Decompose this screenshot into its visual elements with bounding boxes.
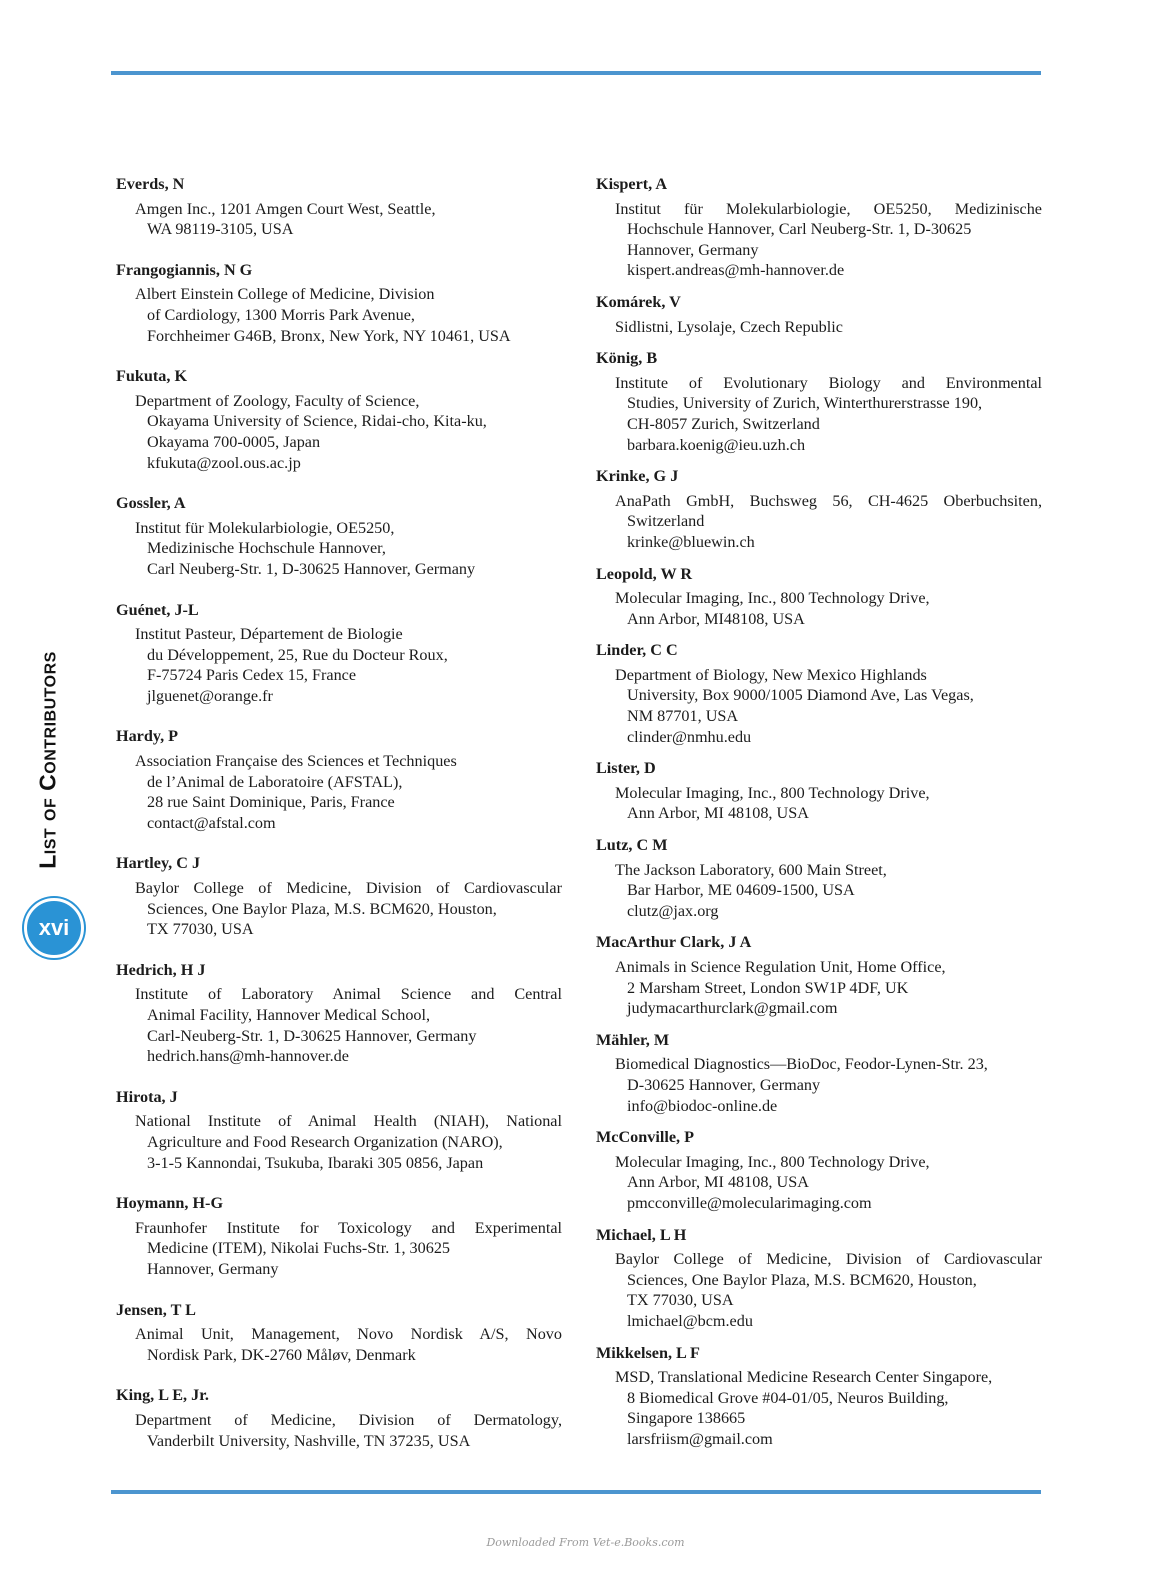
affiliation-line: Baylor College of Medicine, Division of Cardiovascular [615,1250,1042,1269]
affiliation-line: Molecular Imaging, Inc., 800 Technology Drive, [615,1152,930,1171]
contributor-affiliation [135,391,562,473]
contributor-affiliation [615,1054,1042,1116]
contributor-email: lmichael@bcm.edu [627,1311,753,1330]
affiliation-line: of Cardiology, 1300 Morris Park Avenue, [147,305,415,324]
contributor-name: Hoymann, H-G [116,1194,224,1213]
affiliation-line: Sidlistni, Lysolaje, Czech Republic [615,317,843,336]
contributor-entry [596,758,1042,824]
affiliation-line: Animal Facility, Hannover Medical School, [147,1006,431,1024]
page-number: xvi [38,915,70,940]
affiliation-line: Ann Arbor, MI48108, USA [627,609,805,628]
affiliation-line: Institut Pasteur, Département de Biologie [135,625,403,644]
affiliation-line: AnaPath GmbH, Buchsweg 56, CH-4625 Oberbuchsiten, [615,491,1042,510]
page-number-badge [24,898,84,958]
contributor-affiliation [615,783,1042,824]
contributor-name: King, L E, Jr. [116,1386,209,1405]
contributor-entry [116,260,562,346]
affiliation-line: Department of Medicine, Division of Dermatology, [135,1410,562,1429]
bottom-rule [111,1490,1041,1494]
contributor-affiliation [615,1152,1042,1214]
affiliation-line: Ann Arbor, MI 48108, USA [627,1173,809,1192]
contributor-affiliation [135,878,562,940]
contributor-name: Kispert, A [596,175,668,193]
affiliation-line: The Jackson Laboratory, 600 Main Street, [615,860,887,879]
affiliation-line: Sciences, One Baylor Plaza, M.S. BCM620, Houston, [627,1270,977,1289]
footer-watermark: Downloaded From Vet-e.Books.com [486,1536,685,1549]
affiliation-line: Fraunhofer Institute for Toxicology and Experimental [135,1218,562,1237]
contributor-entry [596,348,1042,455]
contributor-name: Fukuta, K [116,367,188,386]
contributor-email: judymacarthurclark@gmail.com [627,999,838,1018]
contributor-entry [116,366,562,473]
contributor-email: info@biodoc-online.de [627,1096,778,1115]
affiliation-line: Okayama University of Science, Ridai-cho, Kita-ku, [147,412,487,431]
contributor-affiliation [135,751,562,833]
affiliation-line: du Développement, 25, Rue du Docteur Roux, [147,645,448,664]
contributor-entry [116,1087,562,1173]
contributor-name: Linder, C C [596,641,678,660]
affiliation-line: University, Box 9000/1005 Diamond Ave, Las Vegas, [627,686,974,705]
contributor-email: pmcconville@molecularimaging.com [627,1193,872,1212]
contributor-name: Hirota, J [116,1087,178,1106]
affiliation-line: Medizinische Hochschule Hannover, [147,539,386,558]
contributor-entry [596,1030,1042,1116]
contributors-left-column [116,174,562,1471]
contributor-affiliation [615,1249,1042,1331]
affiliation-line: 28 rue Saint Dominique, Paris, France [147,793,395,812]
contributor-name: König, B [596,349,658,368]
contributor-name: MacArthur Clark, J A [596,933,752,952]
affiliation-line: WA 98119-3105, USA [147,220,294,239]
contributor-entry [116,960,562,1067]
contributor-entry [116,1300,562,1366]
affiliation-line: 3-1-5 Kannondai, Tsukuba, Ibaraki 305 0856, Japan [147,1153,484,1172]
contributor-entry [596,1343,1042,1450]
contributor-affiliation [135,984,562,1066]
contributor-name: Hardy, P [116,727,179,746]
contributor-affiliation [135,518,562,580]
affiliation-line: Sciences, One Baylor Plaza, M.S. BCM620, Houston, [147,899,497,918]
contributor-entry [596,932,1042,1018]
contributor-entry [116,1385,562,1451]
affiliation-line: Hannover, Germany [147,1259,279,1278]
contributor-name: Lutz, C M [596,836,668,855]
affiliation-line: Biomedical Diagnostics—BioDoc, Feodor-Lynen-Str. 23, [615,1055,988,1074]
contributor-name: Hedrich, H J [116,960,206,979]
contributor-email: barbara.koenig@ieu.uzh.ch [627,435,806,454]
affiliation-line: NM 87701, USA [627,707,739,726]
contributor-name: Frangogiannis, N G [116,260,253,279]
contributor-name: Mähler, M [596,1030,670,1049]
affiliation-line: Institut für Molekularbiologie, OE5250, Medizinische [615,199,1042,218]
affiliation-line: Animal Unit, Management, Novo Nordisk A/S, Novo [135,1325,562,1344]
section-side-title [30,640,66,880]
contributor-entry [116,853,562,939]
contributor-name: Michael, L H [596,1225,687,1244]
affiliation-line: Hochschule Hannover, Carl Neuberg-Str. 1, D-30625 [627,220,972,239]
contributor-email: krinke@bluewin.ch [627,532,755,551]
contributor-affiliation [615,199,1042,281]
affiliation-line: Amgen Inc., 1201 Amgen Court West, Seattle, [135,199,436,218]
affiliation-line: Carl-Neuberg-Str. 1, D-30625 Hannover, Germany [147,1026,477,1045]
contributor-affiliation [615,1367,1042,1449]
affiliation-line: Agriculture and Food Research Organization (NARO), [147,1132,503,1151]
contributor-entry [596,640,1042,747]
contributor-entry [596,1127,1042,1213]
contributor-affiliation [135,1111,562,1173]
affiliation-line: TX 77030, USA [147,920,254,939]
affiliation-line: Vanderbilt University, Nashville, TN 37235, USA [147,1431,471,1450]
affiliation-line: Baylor College of Medicine, Division of Cardiovascular [135,879,562,898]
contributor-entry [116,600,562,707]
contributor-email: kispert.andreas@mh-hannover.de [627,261,845,280]
contributor-name: Lister, D [596,759,656,778]
affiliation-line: Albert Einstein College of Medicine, Division [135,285,435,304]
contributor-affiliation [615,665,1042,747]
affiliation-line: Forchheimer G46B, Bronx, New York, NY 10461, USA [147,326,511,345]
contributor-name: Krinke, G J [596,467,679,486]
affiliation-line: Singapore 138665 [627,1409,746,1428]
contributor-email: larsfriism@gmail.com [627,1429,773,1448]
affiliation-line: Association Française des Sciences et Techniques [135,752,457,771]
contributor-entry [116,1193,562,1279]
affiliation-line: MSD, Translational Medicine Research Center Singapore, [615,1368,993,1387]
contributor-affiliation [615,957,1042,1019]
contributor-affiliation [615,860,1042,922]
contributor-name: Jensen, T L [116,1300,196,1319]
affiliation-line: TX 77030, USA [627,1291,734,1310]
contributor-affiliation [615,373,1042,455]
affiliation-line: F-75724 Paris Cedex 15, France [147,666,357,685]
top-rule [111,71,1041,75]
affiliation-line: Medicine (ITEM), Nikolai Fuchs-Str. 1, 30625 [147,1239,451,1258]
contributors-right-column [596,174,1042,1460]
contributor-name: Leopold, W R [596,564,693,583]
contributor-name: Komárek, V [596,292,681,311]
contributor-email: kfukuta@zool.ous.ac.jp [147,453,301,472]
affiliation-line: Nordisk Park, DK-2760 Måløv, Denmark [147,1345,416,1364]
affiliation-line: Animals in Science Regulation Unit, Home Office, [615,958,946,976]
affiliation-line: de l’Animal de Laboratoire (AFSTAL), [147,772,403,791]
affiliation-line: 8 Biomedical Grove #04-01/05, Neuros Building, [627,1388,949,1407]
contributor-affiliation [135,624,562,706]
contributor-entry [596,174,1042,281]
affiliation-line: Carl Neuberg-Str. 1, D-30625 Hannover, Germany [147,559,476,578]
affiliation-line: National Institute of Animal Health (NIAH), National [135,1112,562,1131]
contributor-email: jlguenet@orange.fr [147,686,273,705]
contributor-entry [116,726,562,833]
contributor-affiliation [135,1410,562,1451]
affiliation-line: Studies, University of Zurich, Winterthurerstrasse 190, [627,394,983,413]
affiliation-line: Ann Arbor, MI 48108, USA [627,804,809,823]
affiliation-line: 2 Marsham Street, London SW1P 4DF, UK [627,978,909,997]
affiliation-line: Hannover, Germany [627,240,759,259]
contributor-affiliation [135,284,562,346]
contributor-entry [596,466,1042,552]
contributor-email: contact@afstal.com [147,813,276,832]
contributor-email: hedrich.hans@mh-hannover.de [147,1047,349,1066]
affiliation-line: Institute of Laboratory Animal Science and Central [135,985,562,1004]
affiliation-line: CH-8057 Zurich, Switzerland [627,414,820,433]
affiliation-line: Switzerland [627,512,705,531]
affiliation-line: Molecular Imaging, Inc., 800 Technology Drive, [615,589,930,608]
affiliation-line: Okayama 700-0005, Japan [147,432,321,451]
contributor-entry [596,564,1042,630]
contributor-entry [116,174,562,240]
contributor-affiliation [615,317,1042,338]
contributor-name: Mikkelsen, L F [596,1343,700,1362]
affiliation-line: Institute of Evolutionary Biology and Environmental [615,373,1042,392]
contributor-name: McConville, P [596,1128,695,1147]
affiliation-line: Department of Zoology, Faculty of Science, [135,391,420,410]
contributor-name: Everds, N [116,175,185,193]
contributor-entry [596,1225,1042,1332]
affiliation-line: Department of Biology, New Mexico Highlands [615,665,927,684]
contributor-affiliation [135,199,562,240]
contributor-entry [116,493,562,579]
contributor-entry [596,292,1042,337]
contributor-email: clutz@jax.org [627,901,719,920]
contributor-affiliation [615,491,1042,553]
contributor-name: Hartley, C J [116,854,201,873]
affiliation-line: Molecular Imaging, Inc., 800 Technology Drive, [615,783,930,802]
contributor-email: clinder@nmhu.edu [627,727,752,746]
contributor-name: Guénet, J-L [116,600,199,619]
affiliation-line: Bar Harbor, ME 04609-1500, USA [627,881,855,900]
affiliation-line: D-30625 Hannover, Germany [627,1075,821,1094]
contributor-affiliation [615,588,1042,629]
contributor-affiliation [135,1218,562,1280]
contributor-name: Gossler, A [116,494,186,513]
affiliation-line: Institut für Molekularbiologie, OE5250, [135,518,395,537]
side-title-text: List of Contributors [34,651,61,869]
contributor-affiliation [135,1324,562,1365]
contributor-entry [596,835,1042,921]
